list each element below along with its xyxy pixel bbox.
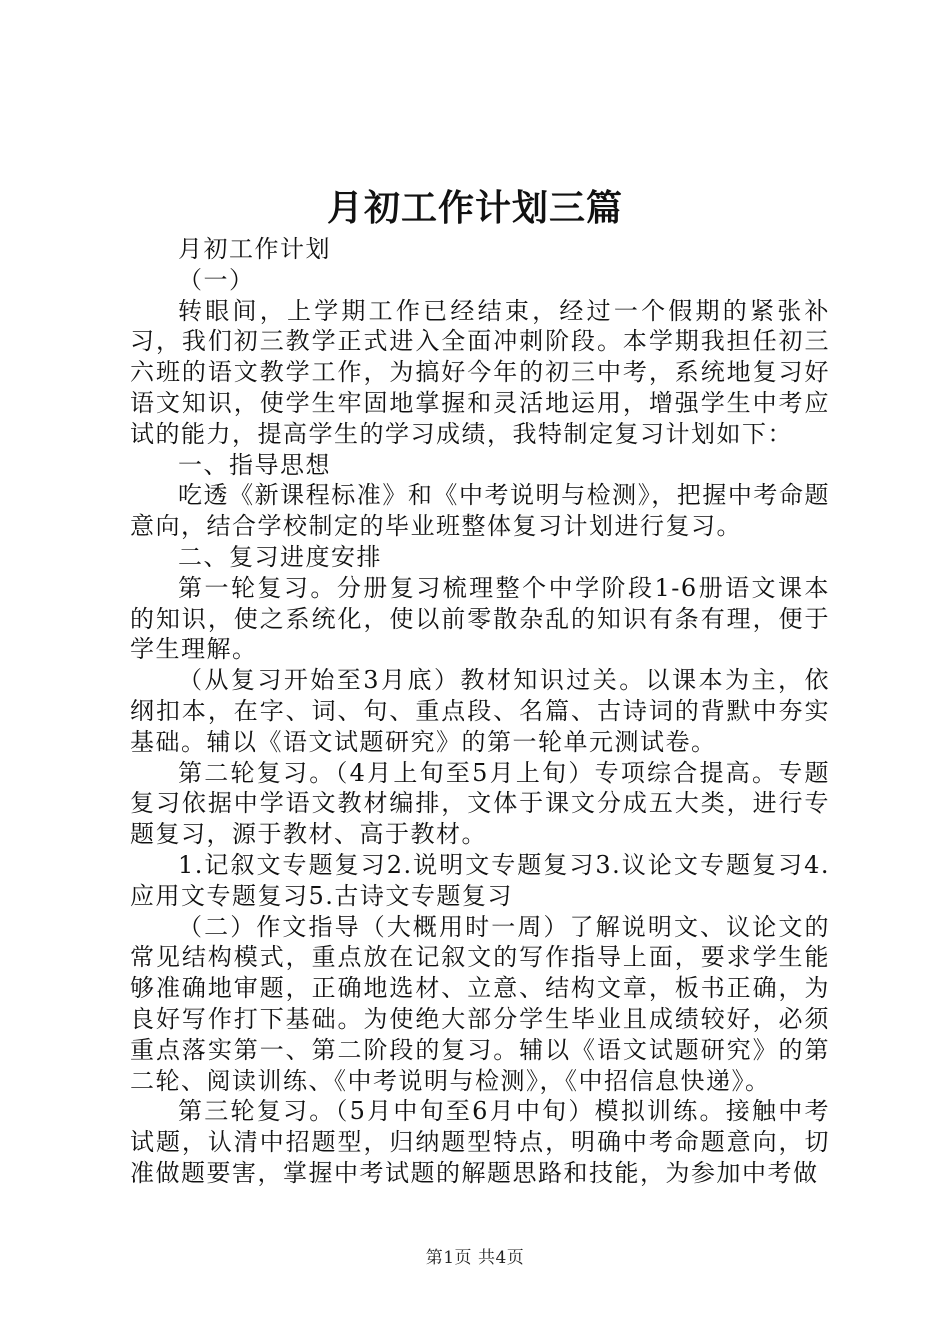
body-paragraph: （从复习开始至3月底）教材知识过关。以课本为主，依纲扣本，在字、词、句、重点段、名篇、古诗词的背默中夯实基础。辅以《语文试题研究》的第一轮单元测试卷。	[130, 666, 830, 756]
document-title: 月初工作计划三篇	[326, 188, 623, 229]
section-number: （一）	[178, 265, 255, 294]
body-paragraph: 第三轮复习。（5月中旬至6月中旬）模拟训练。接触中考试题，认清中招题型，归纳题型特点，明确中考命题意向，切准做题要害，掌握中考试题的解题思路和技能，为参加中考做	[130, 1097, 830, 1187]
document-body	[130, 234, 830, 1189]
body-paragraph: 吃透《新课程标准》和《中考说明与检测》，把握中考命题意向，结合学校制定的毕业班整体复习计划进行复习。	[130, 481, 830, 541]
body-paragraph: 第二轮复习。（4月上旬至5月上旬）专项综合提高。专题复习依据中学语文教材编排，文体于课文分成五大类，进行专题复习，源于教材、高于教材。	[130, 758, 830, 849]
body-paragraph: （二）作文指导（大概用时一周）了解说明文、议论文的常见结构模式，重点放在记叙文的写作指导上面，要求学生能够准确地审题，正确地选材、立意、结构文章，板书正确，为良好写作打下基础。为使绝大部分学生毕业且成绩较好，必须重点落实第一、第二阶段的复习。辅以《语文试题研究》的第二轮、阅读训练、《中考说明与检测》，《中招信息快递》。	[130, 912, 830, 1095]
section-heading: 月初工作计划	[178, 235, 331, 263]
topic-list: 1.记叙文专题复习2.说明文专题复习3.议论文专题复习4.应用文专题复习5.古诗文专题复习	[130, 850, 830, 910]
body-paragraph: 转眼间，上学期工作已经结束，经过一个假期的紧张补习，我们初三教学正式进入全面冲刺阶段。本学期我担任初三六班的语文教学工作，为搞好今年的初三中考，系统地复习好语文知识，使学生牢固地掌握和灵活地运用，增强学生中考应试的能力，提高学生的学习成绩，我特制定复习计划如下：	[130, 296, 830, 448]
body-paragraph: 第一轮复习。分册复习梳理整个中学阶段1-6册语文课本的知识，使之系统化，使以前零散杂乱的知识有条有理，便于学生理解。	[130, 573, 830, 664]
subheading-review-schedule: 二、复习进度安排	[178, 542, 382, 571]
page-footer: 第1页 共4页	[425, 1248, 525, 1268]
subheading-guiding-thought: 一、指导思想	[178, 450, 331, 479]
